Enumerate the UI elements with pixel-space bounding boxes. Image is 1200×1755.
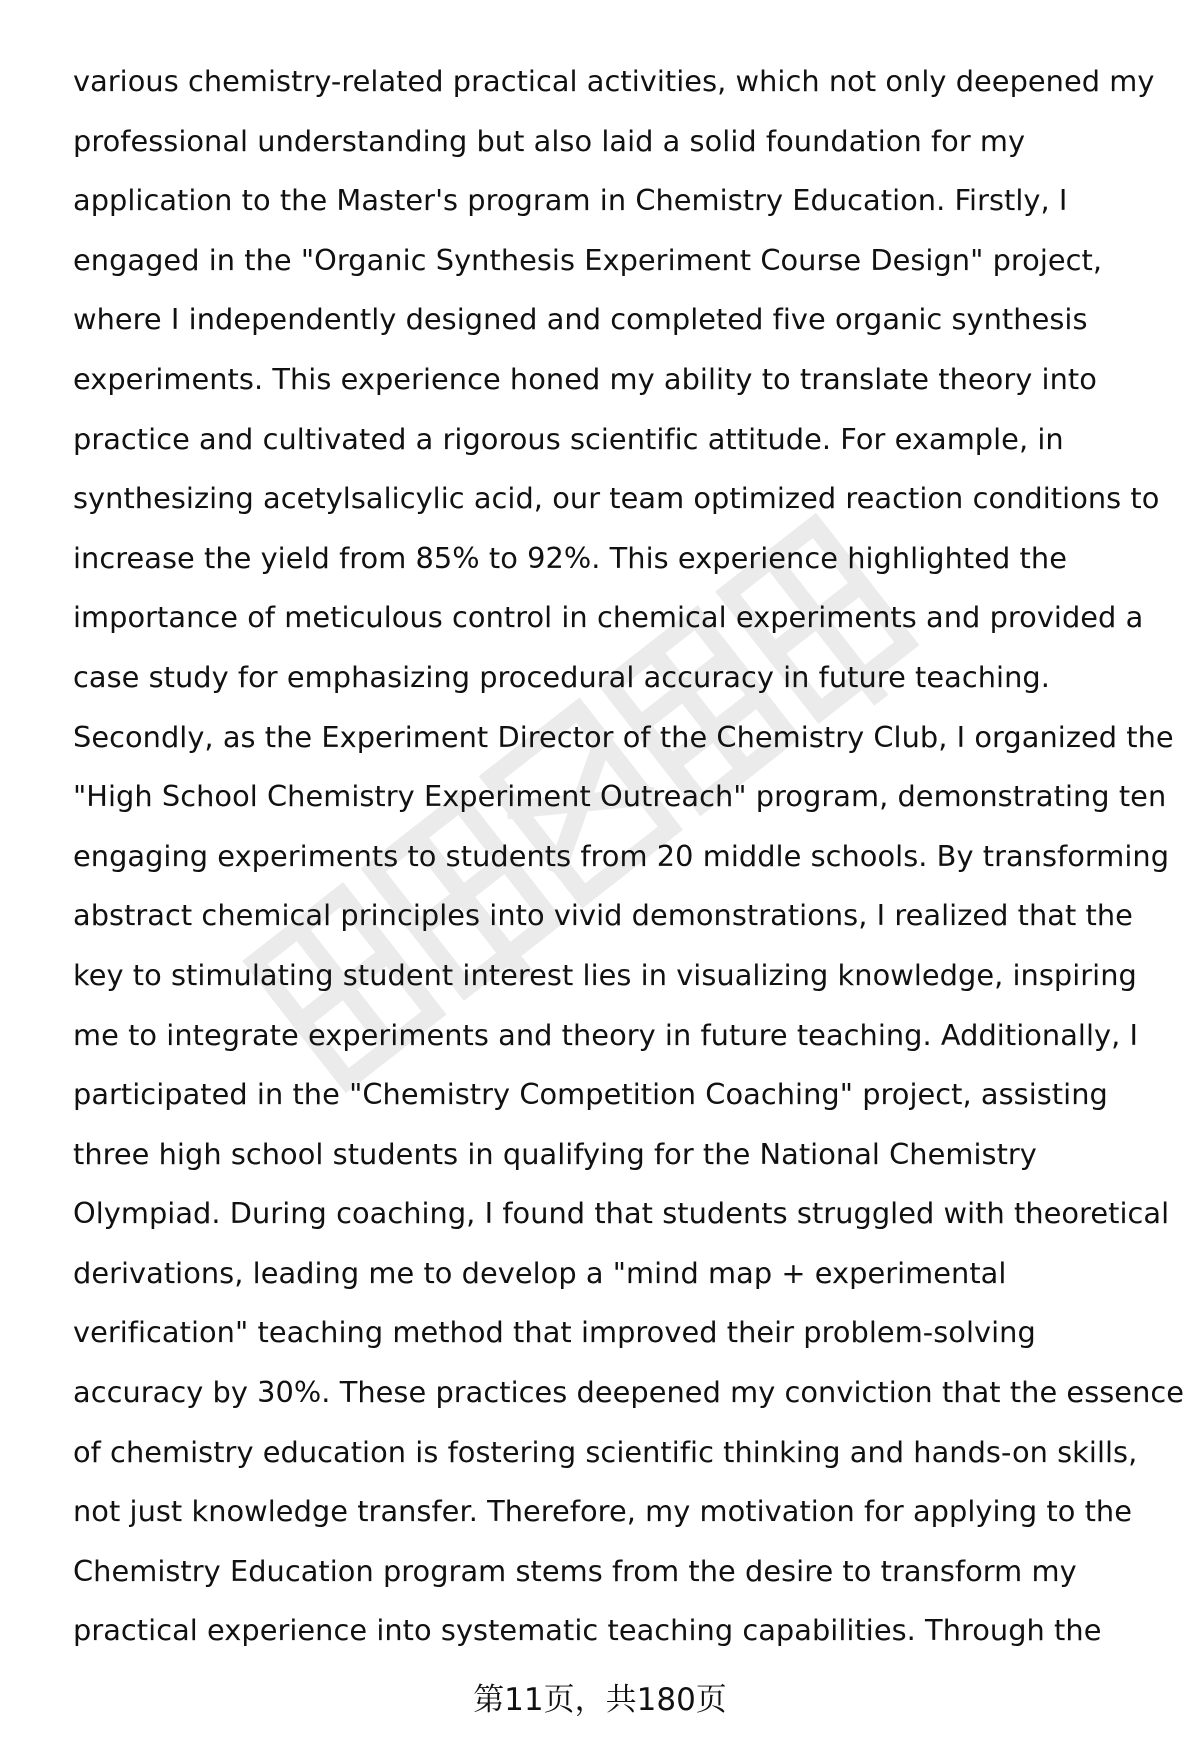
text-line: engaging experiments to students from 20 middle schools. By transforming (73, 838, 1170, 873)
text-line: increase the yield from 85% to 92%. This experience highlighted the (73, 540, 1067, 575)
text-line: synthesizing acetylsalicylic acid, our team optimized reaction conditions to (73, 481, 1160, 516)
text-line: derivations, leading me to develop a "mind map + experimental (73, 1255, 1007, 1290)
text-line: importance of meticulous control in chemical experiments and provided a (73, 600, 1144, 635)
text-line: three high school students in qualifying for the National Chemistry (73, 1136, 1037, 1171)
text-line: practice and cultivated a rigorous scientific attitude. For example, in (73, 421, 1064, 456)
text-line: application to the Master's program in Chemistry Education. Firstly, I (73, 183, 1068, 218)
text-line: of chemistry education is fostering scientific thinking and hands-on skills, (73, 1434, 1138, 1469)
text-line: verification" teaching method that improved their problem-solving (73, 1315, 1036, 1350)
text-line: accuracy by 30%. These practices deepened my conviction that the essence (73, 1375, 1185, 1410)
text-line: "High School Chemistry Experiment Outreach" program, demonstrating ten (73, 779, 1167, 814)
text-line: practical experience into systematic teaching capabilities. Through the (73, 1613, 1102, 1648)
text-line: case study for emphasizing procedural accuracy in future teaching. (73, 659, 1050, 694)
text-line: various chemistry-related practical activities, which not only deepened my (73, 64, 1155, 98)
text-line: me to integrate experiments and theory in future teaching. Additionally, I (73, 1017, 1139, 1052)
text-line: Chemistry Education program stems from the desire to transform my (73, 1553, 1077, 1588)
text-line: key to stimulating student interest lies in visualizing knowledge, inspiring (73, 957, 1137, 992)
text-line: Olympiad. During coaching, I found that students struggled with theoretical (73, 1196, 1170, 1231)
text-line: experiments. This experience honed my ability to translate theory into (73, 361, 1097, 396)
text-line: participated in the "Chemistry Competition Coaching" project, assisting (73, 1077, 1108, 1112)
text-line: not just knowledge transfer. Therefore, my motivation for applying to the (73, 1494, 1132, 1529)
text-line: where I independently designed and completed five organic synthesis (73, 302, 1088, 337)
text-line: Secondly, as the Experiment Director of the Chemistry Club, I organized the (73, 719, 1174, 754)
text-line: engaged in the "Organic Synthesis Experiment Course Design" project, (73, 242, 1103, 277)
page-number: 第11页，共180页 (473, 1682, 727, 1718)
text-line: professional understanding but also laid a solid foundation for my (73, 123, 1026, 158)
text-line: abstract chemical principles into vivid demonstrations, I realized that the (73, 898, 1133, 933)
body-text (73, 52, 1185, 1661)
